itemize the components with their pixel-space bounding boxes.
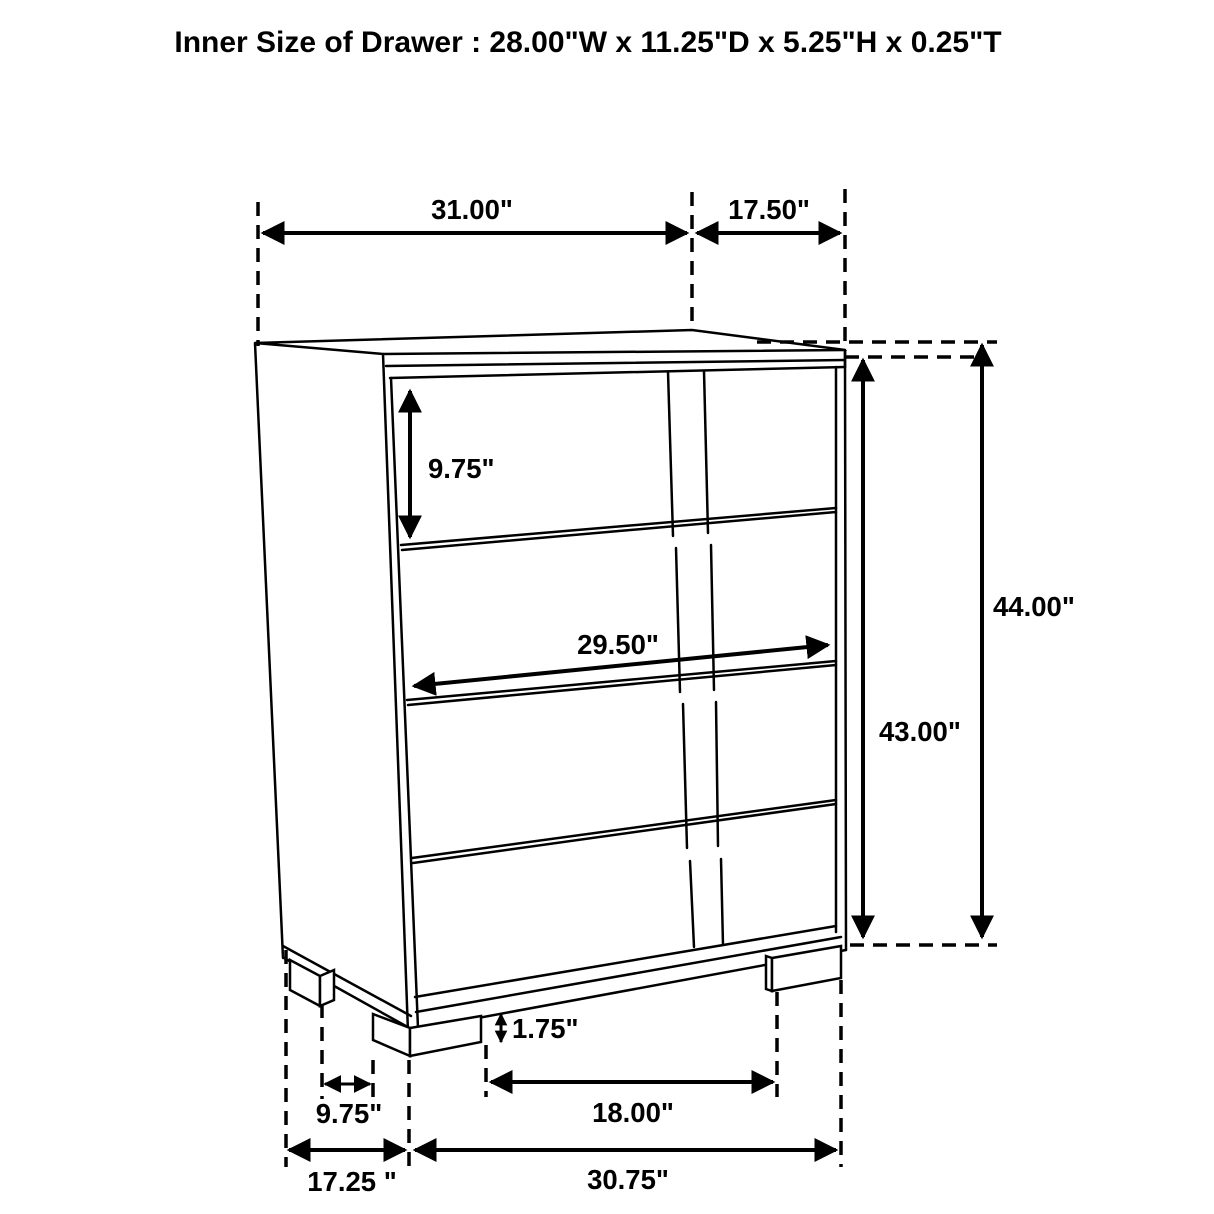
dim-side-leg-spacing-label: 9.75" — [315, 1098, 383, 1129]
dim-base-depth-label: 17.25 " — [307, 1166, 397, 1197]
dimension-arrows — [263, 233, 982, 1150]
dim-top-drawer-height-label: 9.75" — [428, 453, 495, 484]
dim-base-width-label: 30.75" — [587, 1164, 669, 1195]
chest-top — [255, 330, 845, 378]
dim-case-height-label: 43.00" — [879, 716, 961, 747]
dim-drawer-width-label: 29.50" — [577, 629, 659, 660]
dim-front-leg-spacing-label: 18.00" — [592, 1097, 674, 1128]
chest-side-panel — [255, 343, 418, 1032]
dim-leg-height-label: 1.75" — [512, 1013, 579, 1044]
chest-drawing — [255, 330, 846, 1056]
dim-overall-height-label: 44.00" — [993, 591, 1075, 622]
dim-top-depth-label: 17.50" — [728, 194, 810, 225]
dim-top-width-label: 31.00" — [431, 194, 513, 225]
page-title: Inner Size of Drawer : 28.00"W x 11.25"D x 5.25"H x 0.25"T — [174, 26, 1002, 59]
